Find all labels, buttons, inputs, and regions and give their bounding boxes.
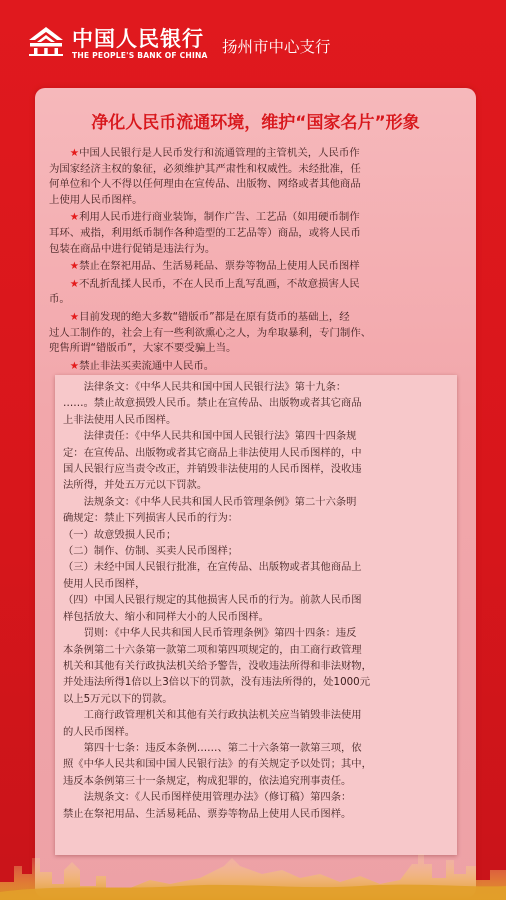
header [0, 0, 506, 82]
logo-chinese-name: 中国人民银行 [72, 26, 204, 51]
law-line: 机关和其他有关行政执法机关给予警告，没收违法所得和非法财物， [63, 659, 372, 672]
law-line: （一）故意毁损人民币； [63, 528, 177, 541]
law-line: 法规条文：《人民币图样使用管理办法》（修订稿）第四条： [63, 791, 352, 804]
law-line: 照《中华人民共和国中国人民银行法》的有关规定予以处罚；其中， [63, 758, 372, 771]
notice-line: 目前发现的绝大多数“错版币”都是在原有货币的基础上，经 [79, 310, 350, 323]
notice-line: 禁止非法买卖流通中人民币。 [79, 359, 215, 372]
law-text [63, 379, 451, 822]
law-line: 第四十七条：违反本条例……、第二十六条第一款第三项，依 [63, 741, 362, 754]
law-line: 并处违法所得1倍以上3倍以下的罚款，没有违法所得的，处1000元 [63, 676, 371, 689]
notice-line: 耳环、戒指，利用纸币制作各种造型的工艺品等）商品，或将人民币 [49, 226, 361, 239]
law-line: （三）未经中国人民银行批准，在宣传品、出版物或者其他商品上 [63, 561, 362, 574]
notice-line: 过人工制作的，社会上有一些利欲熏心之人，为牟取暴利，专门制作、 [49, 326, 372, 339]
notice-item [49, 146, 461, 208]
notice-line: 禁止在祭祀用品、生活易耗品、票券等物品上使用人民币图样 [79, 260, 360, 273]
notice-line: 上使用人民币图样。 [49, 193, 143, 206]
star-icon: ★ [69, 359, 80, 372]
law-line: ……。禁止故意损毁人民币。禁止在宣传品、出版物或者其它商品 [63, 397, 362, 410]
star-icon: ★ [69, 277, 80, 290]
notice-item [49, 259, 461, 275]
law-line: 工商行政管理机关和其他有关行政执法机关应当销毁非法使用 [63, 709, 362, 722]
law-line: 违反本条例第三十一条规定，构成犯罪的，依法追究刑事责任。 [63, 774, 352, 787]
law-line: 定：在宣传品、出版物或者其它商品上非法使用人民币图样的，中 [63, 446, 362, 459]
law-line: 上非法使用人民币图样。 [63, 413, 177, 426]
star-icon: ★ [69, 147, 80, 159]
law-line: 法所得，并处五万元以下罚款。 [63, 479, 208, 492]
law-line: 罚则：《中华人民共和国人民币管理条例》第四十四条：违反 [63, 627, 357, 640]
law-line: 使用人民币图样， [63, 577, 146, 590]
law-line: 禁止在祭祀用品、生活易耗品、票券等物品上使用人民币图样。 [63, 807, 352, 820]
law-line: 本条例第二十六条第一款第二项和第四项规定的，由工商行政管理 [63, 643, 362, 656]
law-line: 样包括放大、缩小和同样大小的人民币图样。 [63, 610, 269, 623]
branch-name: 扬州市中心支行 [222, 38, 331, 56]
star-icon: ★ [69, 310, 80, 323]
notice-line: 兜售所谓“错版币”，大家不要受骗上当。 [49, 342, 237, 355]
notice-item [49, 210, 461, 257]
content-panel [35, 88, 476, 898]
law-text-box [55, 375, 457, 855]
law-line: 法律条文：《中华人民共和国中国人民银行法》第十九条： [63, 381, 347, 393]
law-line: （四）中国人民银行规定的其他损害人民币的行为。前款人民币图 [63, 594, 362, 607]
notice-line: 不乱折乱揉人民币，不在人民币上乱写乱画，不故意损害人民 [79, 277, 360, 290]
star-icon: ★ [69, 211, 80, 224]
pboc-logo-icon [26, 26, 66, 56]
star-icon: ★ [69, 260, 80, 273]
panel-title: 净化人民币流通环境，维护“国家名片”形象 [91, 113, 420, 133]
law-line: 以上5万元以下的罚款。 [63, 692, 173, 705]
notice-line: 何单位和个人不得以任何理由在宣传品、出版物、网络或者其他商品 [49, 178, 361, 191]
city-skyline-decoration [0, 800, 506, 900]
notice-list [49, 146, 461, 376]
notice-line: 币。 [49, 293, 70, 306]
law-line: 法规条文：《中华人民共和国人民币管理条例》第二十六条明 [63, 495, 357, 508]
law-line: 确规定：禁止下列损害人民币的行为： [63, 512, 239, 525]
notice-line: 中国人民银行是人民币发行和流通管理的主管机关，人民币作 [79, 147, 360, 159]
notice-line: 为国家经济主权的象征，必须维护其严肃性和权威性。未经批准，任 [49, 162, 361, 175]
notice-line: 利用人民币进行商业装饰，制作广告、工艺品（如用硬币制作 [79, 211, 360, 224]
law-line: 法律责任：《中华人民共和国中国人民银行法》第四十四条规 [63, 430, 357, 443]
law-line: 国人民银行应当责令改正，并销毁非法使用的人民币图样，没收违 [63, 463, 362, 476]
law-line: 的人民币图样。 [63, 725, 136, 738]
notice-item [49, 277, 461, 308]
law-line: （二）制作、仿制、买卖人民币图样； [63, 545, 239, 558]
logo-english-name: THE PEOPLE'S BANK OF CHINA [72, 51, 208, 60]
notice-item [49, 359, 461, 375]
notice-item [49, 310, 461, 357]
notice-line: 包装在商品中进行促销是违法行为。 [49, 242, 216, 255]
